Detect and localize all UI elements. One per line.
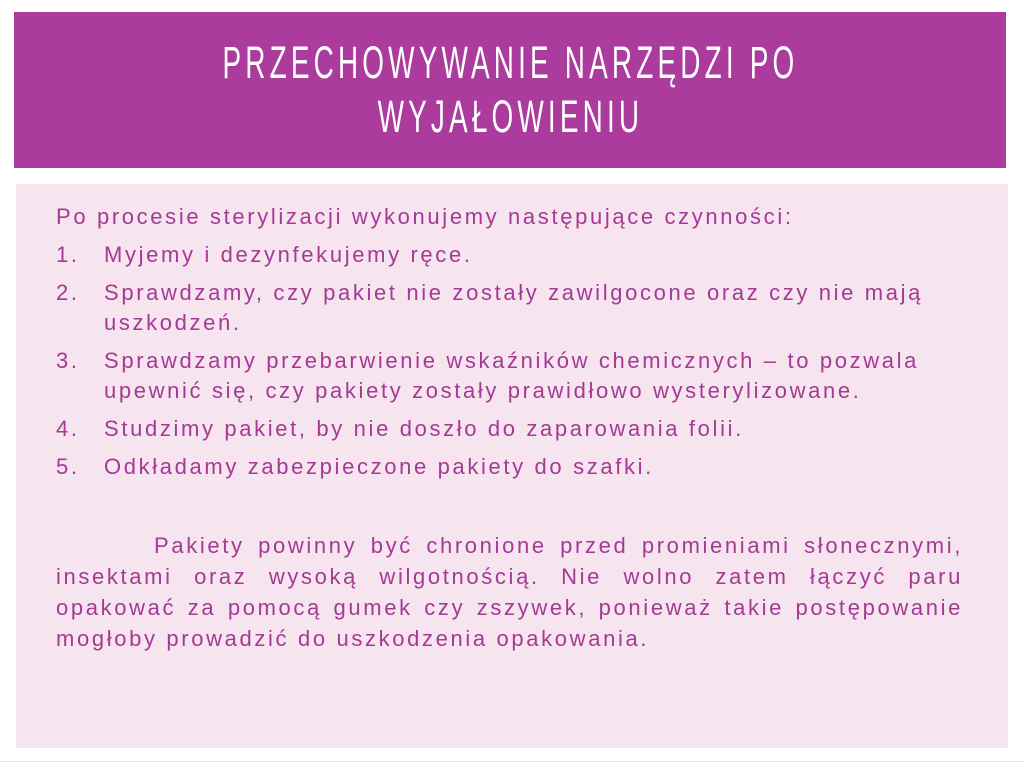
list-item <box>56 346 933 406</box>
bottom-divider <box>0 761 1024 762</box>
list-item-number: 4. <box>56 416 80 441</box>
slide-title-banner <box>14 12 1006 168</box>
list-item <box>56 414 933 444</box>
slide-title <box>222 36 798 144</box>
intro-text: Po procesie sterylizacji wykonujemy następujące czynności: <box>56 204 794 229</box>
slide-title-line-2: WYJAŁOWIENIU <box>377 91 643 142</box>
slide-body <box>16 184 1008 748</box>
list-item-number: 3. <box>56 348 80 373</box>
list-item <box>56 240 933 270</box>
closing-paragraph: Pakiety powinny być chronione przed promieniami słonecznymi, insektami oraz wysoką wilgotnością. Nie wolno zatem łączyć paru opakować za pomocą gumek czy zszywek, ponieważ takie postępowanie mogłoby prowadzić do uszkodzenia opakowania. <box>56 533 963 651</box>
list-item <box>56 452 933 482</box>
list-item-text: Myjemy i dezynfekujemy ręce. <box>104 242 473 267</box>
slide-title-line-1: PRZECHOWYWANIE NARZĘDZI PO <box>222 37 798 88</box>
list-item-text: Studzimy pakiet, by nie doszło do zaparowania folii. <box>104 416 744 441</box>
list-item-number: 1. <box>56 242 80 267</box>
list-item-text: Odkładamy zabezpieczone pakiety do szafki. <box>104 454 654 479</box>
list-item-number: 5. <box>56 454 80 479</box>
list-item <box>56 278 933 338</box>
list-item-text: Sprawdzamy, czy pakiet nie zostały zawilgocone oraz czy nie mają uszkodzeń. <box>104 280 924 335</box>
list-item-text: Sprawdzamy przebarwienie wskaźników chemicznych – to pozwala upewnić się, czy pakiety zostały prawidłowo wysterylizowane. <box>104 348 920 403</box>
instructions-list <box>56 240 963 482</box>
list-item-number: 2. <box>56 280 80 305</box>
